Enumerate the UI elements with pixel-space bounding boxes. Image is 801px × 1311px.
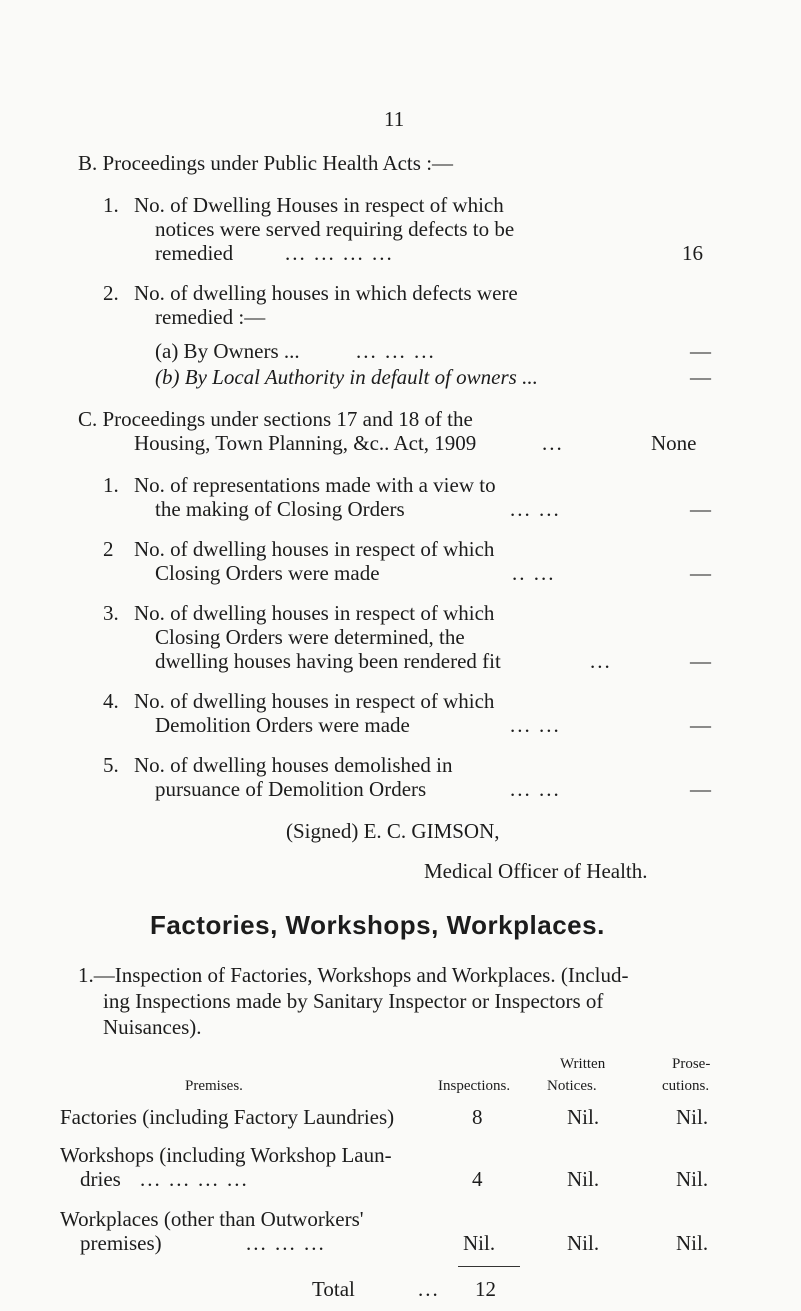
item-number: 1.	[103, 473, 119, 497]
item-number: 2	[103, 537, 114, 561]
item-value: —	[690, 497, 711, 521]
signature-title: Medical Officer of Health.	[424, 859, 648, 883]
leader-dots: ... ... ... ...	[285, 241, 394, 265]
col-header-prosecutions-2: cutions.	[662, 1078, 710, 1094]
item-number: 1.	[103, 193, 119, 217]
premises-cell-line2: dries	[80, 1167, 121, 1191]
item-text-line: No. of dwelling houses in respect of which	[134, 537, 495, 561]
leader-dots: ...	[590, 649, 612, 673]
premises-cell-line2: premises)	[80, 1231, 162, 1255]
factories-heading: Factories, Workshops, Workplaces.	[150, 910, 605, 940]
item-number: 2.	[103, 281, 119, 305]
item-text-line: Demolition Orders were made	[155, 713, 410, 737]
item-text-line: No. of dwelling houses in which defects were	[134, 281, 518, 305]
col-header-prosecutions: Prose-	[672, 1056, 711, 1072]
premises-cell: Workshops (including Workshop Laun-	[60, 1143, 392, 1167]
leader-dots: .. ...	[512, 561, 556, 585]
notices-cell: Nil.	[567, 1105, 600, 1129]
leader-dots: ... ...	[510, 497, 561, 521]
leader-dots: ...	[418, 1277, 440, 1301]
item-text-line: No. of dwelling houses demolished in	[134, 753, 453, 777]
leader-dots: ... ... ...	[356, 339, 436, 363]
page-number: 11	[384, 107, 405, 131]
section-c-title-line2: Housing, Town Planning, &c.. Act, 1909	[134, 431, 477, 455]
item-value: —	[690, 365, 711, 389]
total-rule	[458, 1266, 520, 1267]
col-header-written: Written	[560, 1056, 606, 1072]
inspections-cell: 8	[472, 1105, 483, 1129]
premises-cell: Factories (including Factory Laundries)	[60, 1105, 395, 1129]
item-value: —	[690, 339, 711, 363]
leader-dots: ...	[542, 431, 564, 455]
premises-cell: Workplaces (other than Outworkers'	[60, 1207, 364, 1231]
leader-dots: ... ...	[510, 777, 561, 801]
item-text-line: the making of Closing Orders	[155, 497, 405, 521]
item-value: —	[690, 713, 711, 737]
total-value: 12	[475, 1277, 496, 1301]
item-number: 4.	[103, 689, 119, 713]
item-text-line: notices were served requiring defects to be	[155, 217, 515, 241]
prosecutions-cell: Nil.	[676, 1167, 709, 1191]
item-text-line: No. of dwelling houses in respect of which	[134, 601, 495, 625]
item-value: —	[690, 649, 711, 673]
item-value: 16	[682, 241, 703, 265]
factories-intro-line: 1.—Inspection of Factories, Workshops and Workplaces. (Includ-	[78, 963, 629, 987]
item-value: —	[690, 777, 711, 801]
item-value: —	[690, 561, 711, 585]
item-text-line: Closing Orders were determined, the	[155, 625, 465, 649]
item-text-line: No. of dwelling houses in respect of which	[134, 689, 495, 713]
item-text-line: Closing Orders were made	[155, 561, 380, 585]
section-b-title: B. Proceedings under Public Health Acts :—	[78, 151, 454, 175]
prosecutions-cell: Nil.	[676, 1231, 709, 1255]
col-header-inspections: Inspections.	[438, 1078, 511, 1094]
notices-cell: Nil.	[567, 1231, 600, 1255]
sub-item-b: (b) By Local Authority in default of owners ...	[155, 365, 538, 389]
leader-dots: ... ... ... ...	[140, 1167, 249, 1191]
leader-dots: ... ...	[510, 713, 561, 737]
factories-intro-line: Nuisances).	[103, 1015, 202, 1039]
inspections-cell: 4	[472, 1167, 483, 1191]
sub-item-a: (a) By Owners ...	[155, 339, 300, 363]
item-number: 3.	[103, 601, 119, 625]
item-text-line: No. of representations made with a view to	[134, 473, 496, 497]
inspections-cell: Nil.	[463, 1231, 496, 1255]
item-text-line: dwelling houses having been rendered fit	[155, 649, 501, 673]
item-text-line: No. of Dwelling Houses in respect of which	[134, 193, 504, 217]
item-text-line: remedied	[155, 241, 234, 265]
prosecutions-cell: Nil.	[676, 1105, 709, 1129]
col-header-premises: Premises.	[185, 1078, 243, 1094]
notices-cell: Nil.	[567, 1167, 600, 1191]
leader-dots: ... ... ...	[246, 1231, 326, 1255]
item-text-line: pursuance of Demolition Orders	[155, 777, 427, 801]
signature-line: (Signed) E. C. GIMSON,	[286, 819, 500, 843]
section-c-value: None	[651, 431, 697, 455]
total-label: Total	[312, 1277, 355, 1301]
section-c-title: C. Proceedings under sections 17 and 18 of the	[78, 407, 473, 431]
col-header-notices: Notices.	[547, 1078, 597, 1094]
item-number: 5.	[103, 753, 119, 777]
factories-intro-line: ing Inspections made by Sanitary Inspector or Inspectors of	[103, 989, 604, 1013]
item-text-line: remedied :—	[155, 305, 266, 329]
